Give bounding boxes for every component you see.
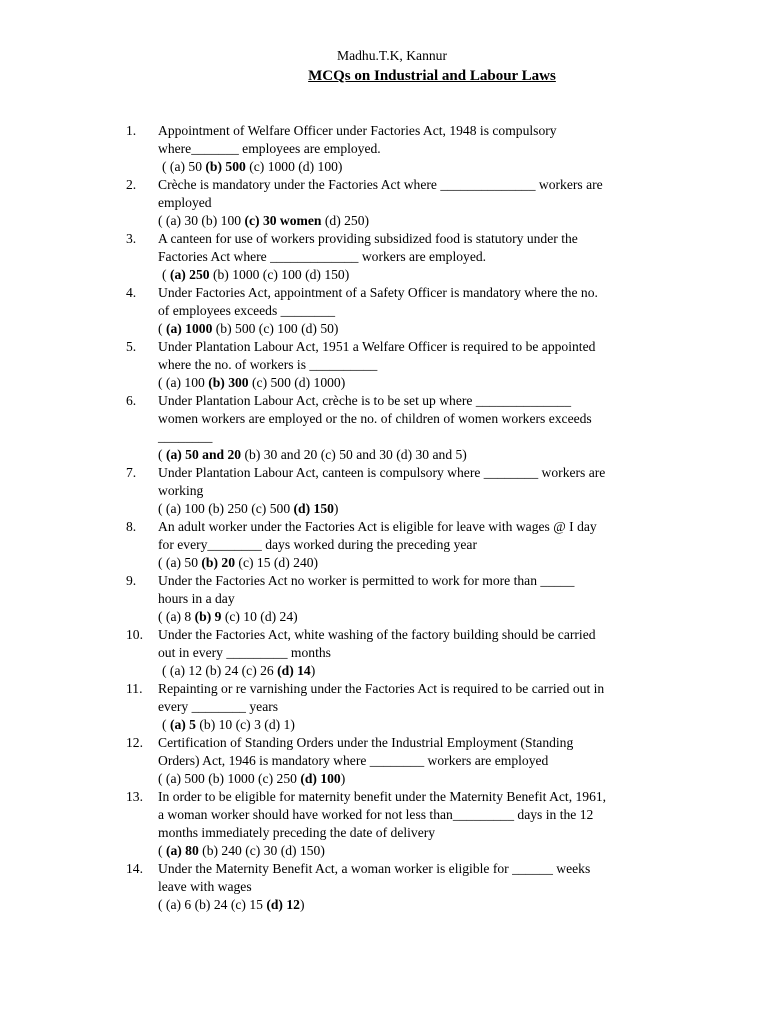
correct-answer: (a) 1000 — [165, 321, 213, 336]
question-number: 5. — [126, 339, 137, 354]
question-item — [126, 464, 671, 518]
option-text: ) — [333, 501, 339, 516]
question-number: 8. — [126, 519, 137, 534]
correct-answer: (a) 5 — [169, 717, 196, 732]
answer-options — [158, 500, 671, 518]
option-text: ( (a) 12 (b) 24 (c) 26 — [162, 663, 278, 678]
option-text: ( — [158, 447, 166, 462]
correct-answer: (a) 250 — [169, 267, 210, 282]
question-number: 9. — [126, 573, 137, 588]
answer-options — [158, 770, 671, 788]
question-item — [126, 788, 671, 860]
option-text: ( — [162, 267, 170, 282]
question-number: 14. — [126, 861, 143, 876]
question-body — [158, 392, 671, 464]
question-item — [126, 518, 671, 572]
question-number: 12. — [126, 735, 143, 750]
question-item — [126, 230, 671, 284]
document-title: MCQs on Industrial and Labour Laws — [308, 68, 556, 84]
question-text-line: hours in a day — [158, 591, 235, 606]
question-item — [126, 392, 671, 464]
option-text: ( (a) 8 — [158, 609, 195, 624]
question-text-line: months immediately preceding the date of delivery — [158, 825, 436, 840]
option-text: ( (a) 30 (b) 100 — [158, 213, 245, 228]
question-text-line: where the no. of workers is __________ — [158, 357, 378, 372]
question-text-line: Under the Factories Act, white washing of the factory building should be carried — [158, 627, 596, 642]
question-text-line: of employees exceeds ________ — [158, 303, 336, 318]
question-body — [158, 680, 671, 734]
question-text-line: Crèche is mandatory under the Factories Act where ______________ workers are — [158, 177, 603, 192]
correct-answer: (b) 300 — [208, 375, 249, 390]
option-text: (c) 10 (d) 24) — [221, 609, 298, 624]
question-body — [158, 518, 671, 572]
question-item — [126, 860, 671, 914]
answer-options — [158, 212, 671, 230]
option-text: (c) 15 (d) 240) — [235, 555, 319, 570]
question-number: 7. — [126, 465, 137, 480]
option-text: (b) 1000 (c) 100 (d) 150) — [209, 267, 350, 282]
option-text: ( (a) 500 (b) 1000 (c) 250 — [158, 771, 301, 786]
question-number: 3. — [126, 231, 137, 246]
option-text: ) — [310, 663, 316, 678]
answer-options — [158, 896, 671, 914]
question-text-line: Under Factories Act, appointment of a Safety Officer is mandatory where the no. — [158, 285, 598, 300]
option-text: ( (a) 100 — [158, 375, 209, 390]
question-text-line: ________ — [158, 429, 213, 444]
question-number: 6. — [126, 393, 137, 408]
question-number: 11. — [126, 681, 143, 696]
correct-answer: (b) 20 — [201, 555, 236, 570]
correct-answer: (d) 14 — [277, 663, 311, 678]
option-text: ( — [158, 321, 166, 336]
question-body — [158, 284, 671, 338]
option-text: ( (a) 100 (b) 250 (c) 500 — [158, 501, 294, 516]
question-text-line: In order to be eligible for maternity benefit under the Maternity Benefit Act, 1961, — [158, 789, 607, 804]
question-text-line: Under Plantation Labour Act, crèche is to be set up where ______________ — [158, 393, 571, 408]
question-text-line: women workers are employed or the no. of children of women workers exceeds — [158, 411, 592, 426]
correct-answer: (b) 9 — [194, 609, 222, 624]
question-body — [158, 860, 671, 914]
question-body — [158, 572, 671, 626]
answer-options — [158, 446, 671, 464]
option-text: ) — [340, 771, 346, 786]
answer-options — [158, 374, 671, 392]
question-item — [126, 572, 671, 626]
question-text-line: every ________ years — [158, 699, 279, 714]
question-body — [158, 122, 671, 176]
question-text-line: Factories Act where _____________ workers are employed. — [158, 249, 487, 264]
option-text: (c) 500 (d) 1000) — [248, 375, 346, 390]
question-text-line: working — [158, 483, 204, 498]
option-text: ) — [299, 897, 305, 912]
question-text-line: Under Plantation Labour Act, 1951 a Welfare Officer is required to be appointed — [158, 339, 596, 354]
answer-options — [158, 158, 671, 176]
question-text-line: leave with wages — [158, 879, 252, 894]
question-number: 10. — [126, 627, 143, 642]
question-text-line: Orders) Act, 1946 is mandatory where ________ workers are employed — [158, 753, 549, 768]
question-text-line: Under Plantation Labour Act, canteen is compulsory where ________ workers are — [158, 465, 606, 480]
answer-options — [158, 320, 671, 338]
answer-options — [158, 266, 671, 284]
question-text-line: Under the Factories Act no worker is permitted to work for more than _____ — [158, 573, 575, 588]
question-text-line: Under the Maternity Benefit Act, a woman worker is eligible for ______ weeks — [158, 861, 591, 876]
option-text: (b) 240 (c) 30 (d) 150) — [198, 843, 325, 858]
question-item — [126, 284, 671, 338]
question-number: 4. — [126, 285, 137, 300]
question-body — [158, 338, 671, 392]
question-text-line: Appointment of Welfare Officer under Factories Act, 1948 is compulsory — [158, 123, 557, 138]
question-text-line: for every________ days worked during the preceding year — [158, 537, 477, 552]
correct-answer: (c) 30 women — [244, 213, 322, 228]
correct-answer: (a) 80 — [165, 843, 199, 858]
question-text-line: out in every _________ months — [158, 645, 331, 660]
question-text-line: a woman worker should have worked for not less than_________ days in the 12 — [158, 807, 594, 822]
option-text: ( (a) 50 — [158, 555, 202, 570]
option-text: (c) 1000 (d) 100) — [245, 159, 343, 174]
question-number: 1. — [126, 123, 137, 138]
answer-options — [158, 662, 671, 680]
author-line: Madhu.T.K, Kannur — [337, 48, 447, 63]
question-text-line: Certification of Standing Orders under the Industrial Employment (Standing — [158, 735, 574, 750]
answer-options — [158, 608, 671, 626]
question-item — [126, 122, 671, 176]
correct-answer: (d) 100 — [300, 771, 341, 786]
option-text: (d) 250) — [321, 213, 370, 228]
option-text: ( (a) 6 (b) 24 (c) 15 — [158, 897, 267, 912]
question-number: 13. — [126, 789, 143, 804]
question-body — [158, 176, 671, 230]
question-body — [158, 626, 671, 680]
question-item — [126, 338, 671, 392]
question-body — [158, 788, 671, 860]
option-text: (b) 30 and 20 (c) 50 and 30 (d) 30 and 5) — [241, 447, 467, 462]
question-body — [158, 734, 671, 788]
question-text-line: employed — [158, 195, 212, 210]
question-body — [158, 464, 671, 518]
correct-answer: (d) 150 — [293, 501, 334, 516]
question-text-line: Repainting or re varnishing under the Factories Act is required to be carried out in — [158, 681, 605, 696]
question-item — [126, 176, 671, 230]
option-text: (b) 500 (c) 100 (d) 50) — [212, 321, 339, 336]
question-number: 2. — [126, 177, 137, 192]
correct-answer: (b) 500 — [205, 159, 246, 174]
question-text-line: where_______ employees are employed. — [158, 141, 381, 156]
answer-options — [158, 842, 671, 860]
question-text-line: A canteen for use of workers providing subsidized food is statutory under the — [158, 231, 578, 246]
question-item — [126, 680, 671, 734]
question-text-line: An adult worker under the Factories Act is eligible for leave with wages @ I day — [158, 519, 597, 534]
option-text: ( (a) 50 — [162, 159, 206, 174]
question-item — [126, 626, 671, 680]
option-text: ( — [162, 717, 170, 732]
question-list — [126, 122, 671, 914]
answer-options — [158, 716, 671, 734]
question-item — [126, 734, 671, 788]
answer-options — [158, 554, 671, 572]
option-text: (b) 10 (c) 3 (d) 1) — [195, 717, 295, 732]
correct-answer: (a) 50 and 20 — [165, 447, 242, 462]
correct-answer: (d) 12 — [266, 897, 300, 912]
question-body — [158, 230, 671, 284]
option-text: ( — [158, 843, 166, 858]
